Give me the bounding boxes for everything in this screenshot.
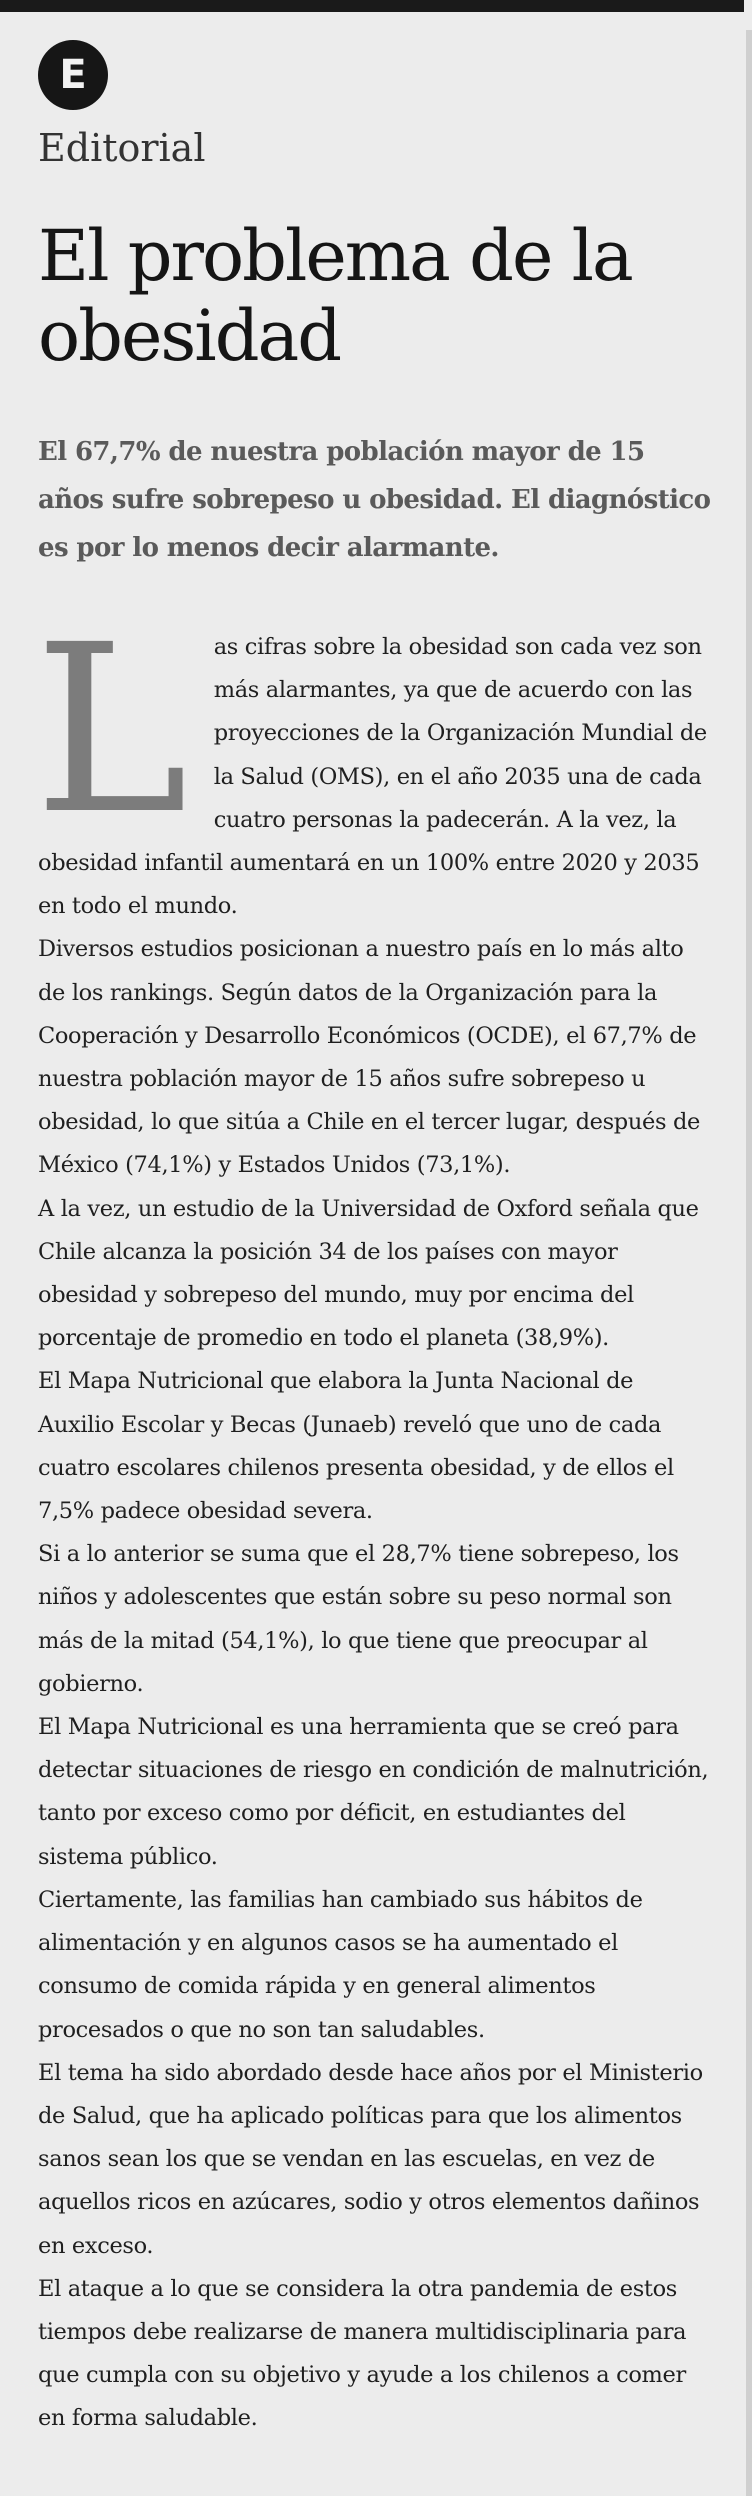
headline: El problema de la obesidad [38, 215, 632, 377]
section-label: Editorial [38, 126, 206, 170]
paragraph-1 [34, 595, 712, 928]
paragraph-8: El tema ha sido abordado desde hace años por el Ministerio de Salud, que ha aplicado políticas para que los alimentos sanos sean los que se vendan en las escuelas, en vez de aquellos ricos en azúcares, sodio y otros elementos dañinos en exceso. [38, 2059, 703, 2259]
paragraph-5: Si a lo anterior se suma que el 28,7% tiene sobrepeso, los niños y adolescentes que están sobre su peso normal son más de la mitad (54,1%), lo que tiene que preocupar al gobierno. [38, 1541, 679, 1697]
paragraph-1-text: as cifras sobre la obesidad son cada vez son más alarmantes, ya que de acuerdo con las proyecciones de la Organización Mundial de la Salud (OMS), en el año 2035 una de cada cuatro personas la padecerán. A la vez, la obesidad infantil aumentará en un 100% entre 2020 y 2035 en todo el mundo. [38, 634, 707, 920]
paragraph-7: Ciertamente, las familias han cambiado sus hábitos de alimentación y en algunos casos se ha aumentado el consumo de comida rápida y en general alimentos procesados o que no son tan saludables. [38, 1886, 643, 2043]
drop-cap: L [34, 595, 188, 865]
paragraph-9: El ataque a lo que se considera la otra pandemia de estos tiempos debe realizarse de manera multidisciplinaria para que cumpla con su objetivo y ayude a los chilenos a comer en forma saludable. [38, 2275, 687, 2432]
editorial-article [34, 40, 712, 2441]
section-badge: E [38, 40, 108, 110]
paragraph-3: A la vez, un estudio de la Universidad de Oxford señala que Chile alcanza la posición 34 de los países con mayor obesidad y sobrepeso del mundo, muy por encima del porcentaje de promedio en todo el planeta (38,9%). [38, 1195, 699, 1352]
paragraph-4: El Mapa Nutricional que elabora la Junta Nacional de Auxilio Escolar y Becas (Junaeb) reveló que uno de cada cuatro escolares chilenos presenta obesidad, y de ellos el 7,5% padece obesidad severa. [38, 1368, 674, 1525]
page-edge [746, 30, 752, 2496]
lede: El 67,7% de nuestra población mayor de 15 años sufre sobrepeso u obesidad. El diagnóstico es por lo menos decir alarmante. [38, 437, 711, 563]
badge-row [38, 40, 712, 118]
article-body [34, 595, 712, 2441]
paragraph-2: Diversos estudios posicionan a nuestro país en lo más alto de los rankings. Según datos de la Organización para la Cooperación y Desarrollo Económicos (OCDE), el 67,7% de nuestra población mayor de 15 años sufre sobrepeso u obesidad, lo que sitúa a Chile en el tercer lugar, después de México (74,1%) y Estados Unidos (73,1%). [38, 936, 700, 1179]
paragraph-6: El Mapa Nutricional es una herramienta que se creó para detectar situaciones de riesgo en condición de malnutrición, tanto por exceso como por déficit, en estudiantes del sistema público. [38, 1714, 709, 1870]
top-rule [0, 0, 744, 12]
